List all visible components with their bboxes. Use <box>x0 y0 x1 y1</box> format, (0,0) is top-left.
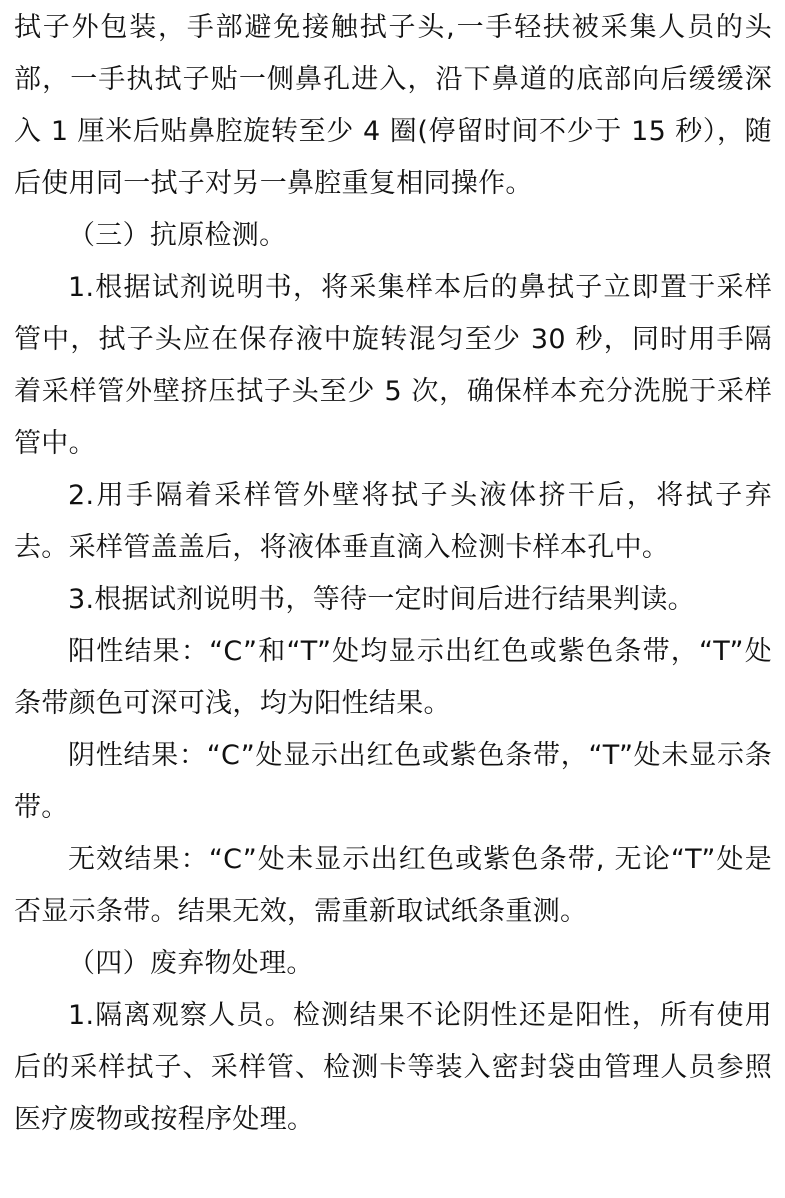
paragraph-negative-result: 阴性结果：“C”处显示出红色或紫色条带，“T”处未显示条带。 <box>14 740 772 823</box>
paragraph-step-3: 3.根据试剂说明书，等待一定时间后进行结果判读。 <box>68 584 695 615</box>
paragraph-positive-result: 阳性结果：“C”和“T”处均显示出红色或紫色条带，“T”处条带颜色可深可浅，均为阳性结果。 <box>14 636 772 719</box>
paragraph-step-1: 1.根据试剂说明书，将采集样本后的鼻拭子立即置于采样管中，拭子头应在保存液中旋转混匀至少 30 秒，同时用手隔着采样管外壁挤压拭子头至少 5 次，确保样本充分洗脱于采样管中。 <box>14 272 772 459</box>
paragraph-waste-step-1: 1.隔离观察人员。检测结果不论阴性还是阳性，所有使用后的采样拭子、采样管、检测卡等装入密封袋由管理人员参照医疗废物或按程序处理。 <box>14 1000 772 1135</box>
heading-antigen-test: （三）抗原检测。 <box>68 220 287 251</box>
heading-waste-disposal: （四）废弃物处理。 <box>68 948 314 979</box>
paragraph-step-2: 2.用手隔着采样管外壁将拭子头液体挤干后，将拭子弃去。采样管盖盖后，将液体垂直滴入检测卡样本孔中。 <box>14 480 772 563</box>
paragraph-invalid-result: 无效结果：“C”处未显示出红色或紫色条带, 无论“T”处是否显示条带。结果无效，需重新取试纸条重测。 <box>14 844 772 927</box>
document-body <box>14 0 772 1146</box>
paragraph-swab-procedure: 拭子外包装，手部避免接触拭子头,一手轻扶被采集人员的头部，一手执拭子贴一侧鼻孔进入，沿下鼻道的底部向后缓缓深入 1 厘米后贴鼻腔旋转至少 4 圈(停留时间不少于 15 秒），随后使用同一拭子对另一鼻腔重复相同操作。 <box>14 12 772 199</box>
